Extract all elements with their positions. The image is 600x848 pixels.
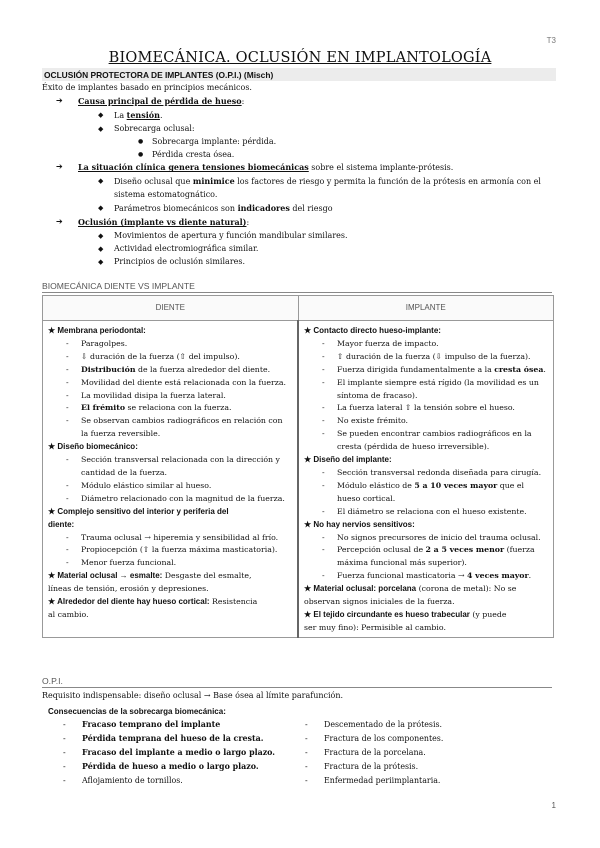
list-item xyxy=(304,467,549,480)
oclusion-sub-text: Actividad electromiográfica similar. xyxy=(114,243,259,253)
sobrecarga-label: Sobrecarga oclusal: xyxy=(114,123,195,133)
sobrecarga-sub-text: Pérdida cresta ósea. xyxy=(152,149,235,159)
dash-icon: - xyxy=(322,532,325,542)
list-text: . xyxy=(528,571,532,581)
tension-suffix: . xyxy=(159,110,163,120)
nervios-heading: ★ No hay nervios sensitivos: xyxy=(304,519,415,529)
list-text: Propiocepción (⇧ la fuerza máxima masticatoria). xyxy=(81,545,278,555)
contacto-heading: ★ Contacto directo hueso-implante: xyxy=(304,326,441,335)
list-text-bold: Pérdida temprana del hueso de la cresta. xyxy=(82,734,264,744)
causa-item xyxy=(42,95,554,109)
complejo-heading-cont: diente: xyxy=(48,519,75,529)
list-item xyxy=(48,377,293,390)
arrow-icon: ➔ xyxy=(56,95,63,105)
membrana-heading: ★ Membrana periodontal: xyxy=(48,326,146,335)
diseno-implante-heading: ★ Diseño del implante: xyxy=(304,455,392,465)
dash-icon: - xyxy=(322,467,325,477)
oclusion-suffix: : xyxy=(246,218,250,228)
list-text: ⇩ duración de la fuerza (⇧ del impulso). xyxy=(81,351,240,361)
dash-icon: - xyxy=(63,720,66,729)
list-item xyxy=(302,732,443,746)
section-heading-opi-misch: OCLUSIÓN PROTECTORA DE IMPLANTES (O.P.I.) (Misch) xyxy=(42,68,556,81)
list-text: La movilidad disipa la fuerza lateral. xyxy=(81,390,226,400)
list-text: se relaciona con la fuerza. xyxy=(125,403,232,413)
list-item xyxy=(48,454,293,467)
list-item-continuation xyxy=(48,467,293,480)
oclusion-sub-text: Principios de oclusión similares. xyxy=(114,256,246,266)
tejido-implante xyxy=(304,609,549,622)
dash-icon: - xyxy=(305,762,308,772)
sobrecarga-sub-item xyxy=(42,136,554,149)
dash-icon: - xyxy=(305,734,308,744)
tejido-rest: (y puede xyxy=(469,609,507,619)
dash-icon: - xyxy=(305,748,308,758)
list-item xyxy=(48,338,293,351)
list-text: Se observan cambios radiográficos en relación con xyxy=(81,416,283,426)
list-text: (fuerza xyxy=(504,545,535,555)
diseno-biomecanico-heading: ★ Diseño biomecánico: xyxy=(48,442,138,452)
list-item xyxy=(60,760,275,774)
section-heading-opi: O.P.I. xyxy=(42,676,552,688)
oclusion-item xyxy=(42,216,554,230)
list-text: Sección transversal redonda diseñada para cirugía. xyxy=(337,467,542,477)
list-item xyxy=(304,377,549,390)
list-text: Módulo elástico de xyxy=(337,480,415,490)
dash-icon: - xyxy=(63,776,66,786)
oclusion-sub-item xyxy=(42,243,554,256)
list-item xyxy=(48,480,293,493)
section-heading-biomecanica: BIOMECÁNICA DIENTE VS IMPLANTE xyxy=(42,281,552,293)
sobrecarga-sub-item xyxy=(42,149,554,162)
param-bold: indicadores xyxy=(237,203,290,214)
list-text-bold: 5 a 10 veces mayor xyxy=(414,480,498,490)
consecuencias-heading: Consecuencias de la sobrecarga biomecánica: xyxy=(48,707,226,716)
list-item-continuation xyxy=(304,557,549,570)
causa-label: Causa principal de pérdida de hueso xyxy=(78,95,242,106)
dash-icon: - xyxy=(66,338,69,348)
list-text: Menor fuerza funcional. xyxy=(81,558,177,568)
tejido-implante-cont: ser muy fino): Permisible al cambio. xyxy=(304,622,446,632)
list-text: . xyxy=(543,364,546,374)
diamond-icon: ◆ xyxy=(98,124,104,133)
list-item-continuation xyxy=(304,493,549,506)
list-item xyxy=(48,544,293,557)
list-item xyxy=(304,364,549,377)
tejido-bold: ★ El tejido circundante es hueso trabecular xyxy=(304,609,470,619)
arrow-icon: ➔ xyxy=(56,217,63,227)
section1-body xyxy=(42,82,554,269)
list-text-bold: Fracaso temprano del implante xyxy=(82,720,221,729)
list-item xyxy=(48,557,293,570)
consecuencias-right-column xyxy=(302,718,443,788)
param-post: del riesgo xyxy=(289,204,333,214)
dash-icon: - xyxy=(63,734,66,744)
list-item xyxy=(304,480,549,493)
requisito-text: Requisito indispensable: diseño oclusal → Base ósea al límite parafunción. xyxy=(42,691,344,700)
dash-icon: - xyxy=(322,351,325,361)
alrededor-rest: Resistencia xyxy=(209,597,258,607)
causa-suffix: : xyxy=(241,96,245,106)
list-text: hueso cortical. xyxy=(337,493,396,503)
oclusion-bold: Oclusión (implante vs diente natural) xyxy=(78,217,247,228)
dash-icon: - xyxy=(66,545,69,555)
diamond-icon: ◆ xyxy=(98,177,104,186)
material-bold: ★ Material oclusal → esmalte: xyxy=(48,571,163,581)
list-text: Mayor fuerza de impacto. xyxy=(337,338,439,348)
material-diente-cont: líneas de tensión, erosión y depresiones. xyxy=(48,584,209,594)
dash-icon: - xyxy=(66,493,69,503)
intro-text: Éxito de implantes basado en principios mecánicos. xyxy=(42,83,252,92)
list-item xyxy=(48,532,293,545)
list-text: Fuerza dirigida fundamentalmente a la xyxy=(337,364,495,374)
list-item xyxy=(302,774,443,788)
dash-icon: - xyxy=(66,364,69,374)
list-text: la fuerza reversible. xyxy=(81,429,161,439)
list-text: Paragolpes. xyxy=(81,338,128,348)
list-item xyxy=(304,415,549,428)
table-row xyxy=(43,321,554,638)
alrededor-diente xyxy=(48,596,293,609)
list-text: ⇧ duración de la fuerza (⇩ impulso de la fuerza). xyxy=(337,351,531,361)
dash-icon: - xyxy=(66,416,69,426)
list-text-bold: 2 a 5 veces menor xyxy=(425,545,505,555)
param-item xyxy=(42,202,554,216)
diseno-post: los factores de riesgo y permita la función de la prótesis en armonía con el xyxy=(234,177,541,187)
diseno-pre: Diseño oclusal que xyxy=(114,177,193,187)
situacion-bold: La situación clínica genera tensiones biomecánicas xyxy=(78,162,309,173)
material-rest: Desgaste del esmalte, xyxy=(162,571,252,581)
dash-icon: - xyxy=(66,480,69,490)
list-text: Diámetro relacionado con la magnitud de la fuerza. xyxy=(81,493,285,503)
list-item xyxy=(302,746,443,760)
list-item xyxy=(48,415,293,428)
material-implante-cont: observan signos iniciales de la fuerza. xyxy=(304,597,455,607)
list-text: La fuerza lateral ⇧ la tensión sobre el hueso. xyxy=(337,403,515,413)
list-item xyxy=(304,532,549,545)
list-text: Enfermedad periimplantaria. xyxy=(324,776,441,786)
dash-icon: - xyxy=(66,403,69,413)
tension-word: tensión xyxy=(126,109,160,120)
dot-icon: ● xyxy=(138,137,144,145)
diseno-continuation: sistema estomatognático. xyxy=(114,190,218,200)
dash-icon: - xyxy=(322,416,325,426)
list-item xyxy=(304,544,549,557)
material-bold: ★ Material oclusal: porcelana xyxy=(304,584,417,594)
dash-icon: - xyxy=(322,545,325,555)
diente-cell xyxy=(43,321,299,638)
list-text: cresta (pérdida de hueso irreversible). xyxy=(337,442,490,452)
list-text-bold: Fracaso del implante a medio o largo plazo. xyxy=(82,748,276,758)
list-item xyxy=(60,746,275,760)
dash-icon: - xyxy=(66,351,69,361)
dash-icon: - xyxy=(66,455,69,465)
list-item xyxy=(304,506,549,519)
diamond-icon: ◆ xyxy=(98,257,104,266)
material-diente xyxy=(48,570,293,583)
dash-icon: - xyxy=(66,558,69,568)
dash-icon: - xyxy=(322,506,325,516)
list-item-continuation xyxy=(304,441,549,454)
list-text: Sección transversal relacionada con la dirección y xyxy=(81,455,280,465)
list-text: Aflojamiento de tornillos. xyxy=(82,776,183,786)
page-title: BIOMECÁNICA. OCLUSIÓN EN IMPLANTOLOGÍA xyxy=(108,50,492,66)
diamond-icon: ◆ xyxy=(98,204,104,213)
list-text: Percepción oclusal de xyxy=(337,545,426,555)
table-header-row xyxy=(43,296,554,321)
dash-icon: - xyxy=(322,377,325,387)
column-header-diente: DIENTE xyxy=(43,296,299,321)
tension-item xyxy=(42,109,554,123)
dot-icon: ● xyxy=(138,150,144,158)
diseno-bold: minimice xyxy=(192,176,235,187)
dash-icon: - xyxy=(66,377,69,387)
dash-icon: - xyxy=(322,364,325,374)
list-item xyxy=(60,718,275,732)
dash-icon: - xyxy=(305,776,308,786)
tension-label: La xyxy=(114,110,125,120)
list-text: Fractura de la prótesis. xyxy=(324,762,419,772)
corner-tag: T3 xyxy=(546,36,556,45)
dash-icon: - xyxy=(322,480,325,490)
material-rest: (corona de metal): No se xyxy=(416,584,517,594)
dash-icon: - xyxy=(66,532,69,542)
list-text: de la fuerza alrededor del diente. xyxy=(135,364,271,374)
list-text-bold: Pérdida de hueso a medio o largo plazo. xyxy=(82,762,259,772)
list-item-continuation xyxy=(48,428,293,441)
param-pre: Parámetros biomecánicos son xyxy=(114,204,238,214)
material-implante xyxy=(304,583,549,596)
list-item xyxy=(60,774,275,788)
dash-icon: - xyxy=(322,571,325,581)
dash-icon: - xyxy=(322,338,325,348)
list-text: Fuerza funcional masticatoria → xyxy=(337,571,468,581)
diamond-icon: ◆ xyxy=(98,244,104,253)
list-item xyxy=(304,428,549,441)
consecuencias-left-column xyxy=(60,718,275,788)
situacion-item xyxy=(42,161,554,175)
list-text-bold: 4 veces mayor xyxy=(467,571,529,581)
comparison-table xyxy=(42,295,554,638)
complejo-heading: ★ Complejo sensitivo del interior y periferia del xyxy=(48,506,229,516)
list-item xyxy=(48,402,293,415)
dash-icon: - xyxy=(322,429,325,439)
list-text: No signos precursores de inicio del trauma oclusal. xyxy=(337,532,541,542)
list-text: Descementado de la prótesis. xyxy=(324,720,443,729)
list-text: Se pueden encontrar cambios radiográficos en la xyxy=(337,429,532,439)
list-text-bold: cresta ósea xyxy=(494,364,544,374)
oclusion-sub-item xyxy=(42,230,554,243)
list-text: Fractura de los componentes. xyxy=(324,734,444,744)
list-text: El diámetro se relaciona con el hueso existente. xyxy=(337,506,527,516)
list-text-bold: El frémito xyxy=(81,403,126,413)
list-text: El implante siempre está rígido (la movilidad es un xyxy=(337,377,539,387)
list-item xyxy=(302,760,443,774)
list-text: máxima funcional más superior). xyxy=(337,558,467,568)
dash-icon: - xyxy=(305,720,308,729)
alrededor-bold: ★ Alrededor del diente hay hueso cortical: xyxy=(48,597,210,607)
sobrecarga-item xyxy=(42,123,554,136)
oclusion-sub-item xyxy=(42,256,554,269)
page-number: 1 xyxy=(551,801,556,810)
list-item xyxy=(48,364,293,377)
dash-icon: - xyxy=(63,762,66,772)
list-item xyxy=(48,351,293,364)
list-text: Movilidad del diente está relacionada con la fuerza. xyxy=(81,377,286,387)
situacion-rest: sobre el sistema implante-prótesis. xyxy=(308,163,454,173)
column-header-implante: IMPLANTE xyxy=(298,296,554,321)
list-text: cantidad de la fuerza. xyxy=(81,467,167,477)
list-text: No existe frémito. xyxy=(337,416,409,426)
dash-icon: - xyxy=(322,403,325,413)
alrededor-diente-cont: al cambio. xyxy=(48,609,89,619)
list-item xyxy=(60,732,275,746)
dash-icon: - xyxy=(66,390,69,400)
list-text: que el xyxy=(497,480,524,490)
dash-icon: - xyxy=(63,748,66,758)
list-item xyxy=(304,351,549,364)
list-text: Trauma oclusal → hiperemia y sensibilidad al frío. xyxy=(81,532,279,542)
list-item xyxy=(302,718,443,732)
diamond-icon: ◆ xyxy=(98,110,104,119)
list-item xyxy=(304,570,549,583)
arrow-icon: ➔ xyxy=(56,162,63,172)
sobrecarga-sub-text: Sobrecarga implante: pérdida. xyxy=(152,136,277,146)
list-item xyxy=(304,402,549,415)
diseno-item xyxy=(42,175,554,189)
list-item-continuation xyxy=(304,390,549,403)
oclusion-sub-text: Movimientos de apertura y función mandibular similares. xyxy=(114,230,348,240)
list-text: Módulo elástico similar al hueso. xyxy=(81,480,212,490)
diamond-icon: ◆ xyxy=(98,231,104,240)
list-text-bold: Distribución xyxy=(81,364,136,374)
list-item xyxy=(48,390,293,403)
list-text: síntoma de fracaso). xyxy=(337,390,418,400)
list-item xyxy=(304,338,549,351)
list-item xyxy=(48,493,293,506)
list-text: Fractura de la porcelana. xyxy=(324,748,426,758)
implante-cell xyxy=(298,321,554,638)
